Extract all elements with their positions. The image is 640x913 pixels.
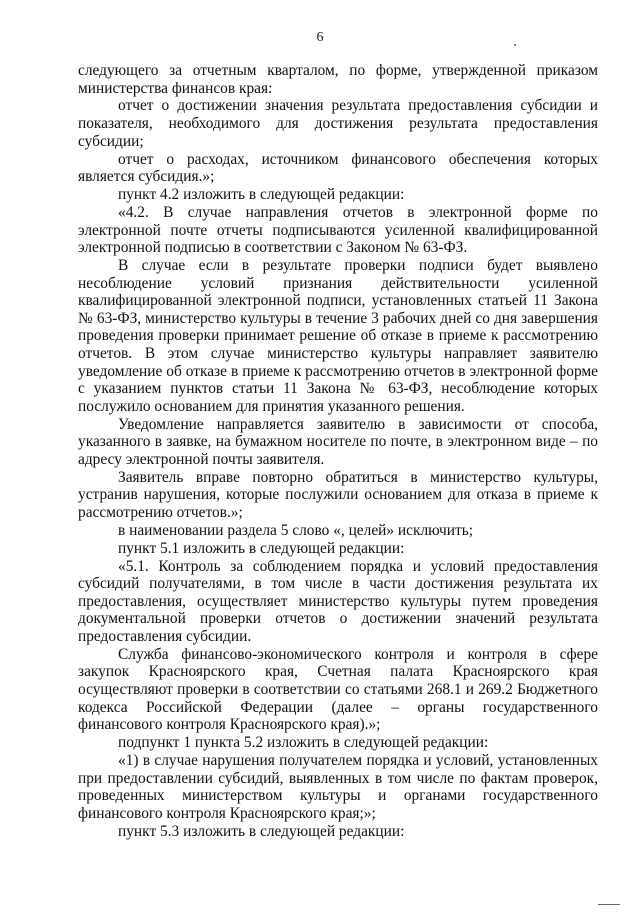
paragraph: пункт 5.1 изложить в следующей редакции: (118, 539, 405, 557)
paragraph: отчет о достижении значения результата предоставления субсидии и показателя, необходимого для достижения результата предоставления субсидии; (78, 97, 598, 150)
document-body (78, 62, 598, 841)
scan-mark (598, 904, 620, 905)
paragraph: пункт 5.3 изложить в следующей редакции: (118, 822, 405, 840)
page-number: 6 (316, 30, 324, 45)
paragraph: Уведомление направляется заявителю в зависимости от способа, указанного в заявке, на бумажном носителе по почте, в электронном виде – по адресу электронной почты заявителя. (78, 415, 598, 468)
paragraph: пункт 4.2 изложить в следующей редакции: (118, 186, 405, 204)
paragraph: Служба финансово-экономического контроля и контроля в сфере закупок Красноярского края, Счетная палата Красноярского края осуществляют проверки в соответствии со статьями 268.1 и 269.2 Бюджетного кодекса Российской Федерации (далее – органы государственного финансового контроля Красноярского края).»; (78, 645, 598, 734)
paragraph: «4.2. В случае направления отчетов в электронной форме по электронной почте отчеты подписываются усиленной квалифицированной электронной подписью в соответствии с Законом № 63-ФЗ. (78, 203, 598, 257)
paragraph: В случае если в результате проверки подписи будет выявлено несоблюдение условий признания действительности усиленной квалифицированной электронной подписи, установленных статьей 11 Закона № 63-ФЗ, министерство культуры в течение 3 рабочих дней со дня завершения проведения проверки принимает решение об отказе в приеме к рассмотрению отчетов. В этом случае министерство культуры направляет заявителю уведомление об отказе в приеме к рассмотрению отчетов в электронной форме с указанием пунктов статьи 11 Закона № 63-ФЗ, несоблюдение которых послужило основанием для принятия указанного решения. (78, 257, 598, 415)
paragraph: следующего за отчетным кварталом, по форме, утвержденной приказом министерства финансов края: (78, 62, 598, 97)
paragraph: в наименовании раздела 5 слово «, целей» исключить; (118, 521, 474, 539)
paragraph: «5.1. Контроль за соблюдением порядка и условий предоставления субсидий получателями, в том числе в части достижения результата их предоставления, осуществляет министерство культуры путем проведения документальной проверки отчетов о достижении значений результата предоставления субсидии. (78, 557, 598, 645)
paragraph: подпункт 1 пункта 5.2 изложить в следующей редакции: (118, 734, 489, 752)
scan-mark (514, 44, 516, 46)
paragraph: отчет о расходах, источником финансового обеспечения которых является субсидия.»; (78, 150, 598, 186)
paragraph: «1) в случае нарушения получателем порядка и условий, установленных при предоставлении субсидий, выявленных в том числе по фактам проверок, проведенных министерством культуры и органами государственного финансового контроля Красноярского края;»; (78, 752, 598, 822)
paragraph: Заявитель вправе повторно обратиться в министерство культуры, устранив нарушения, которые послужили основанием для отказа в приеме к рассмотрению отчетов.»; (78, 468, 598, 521)
